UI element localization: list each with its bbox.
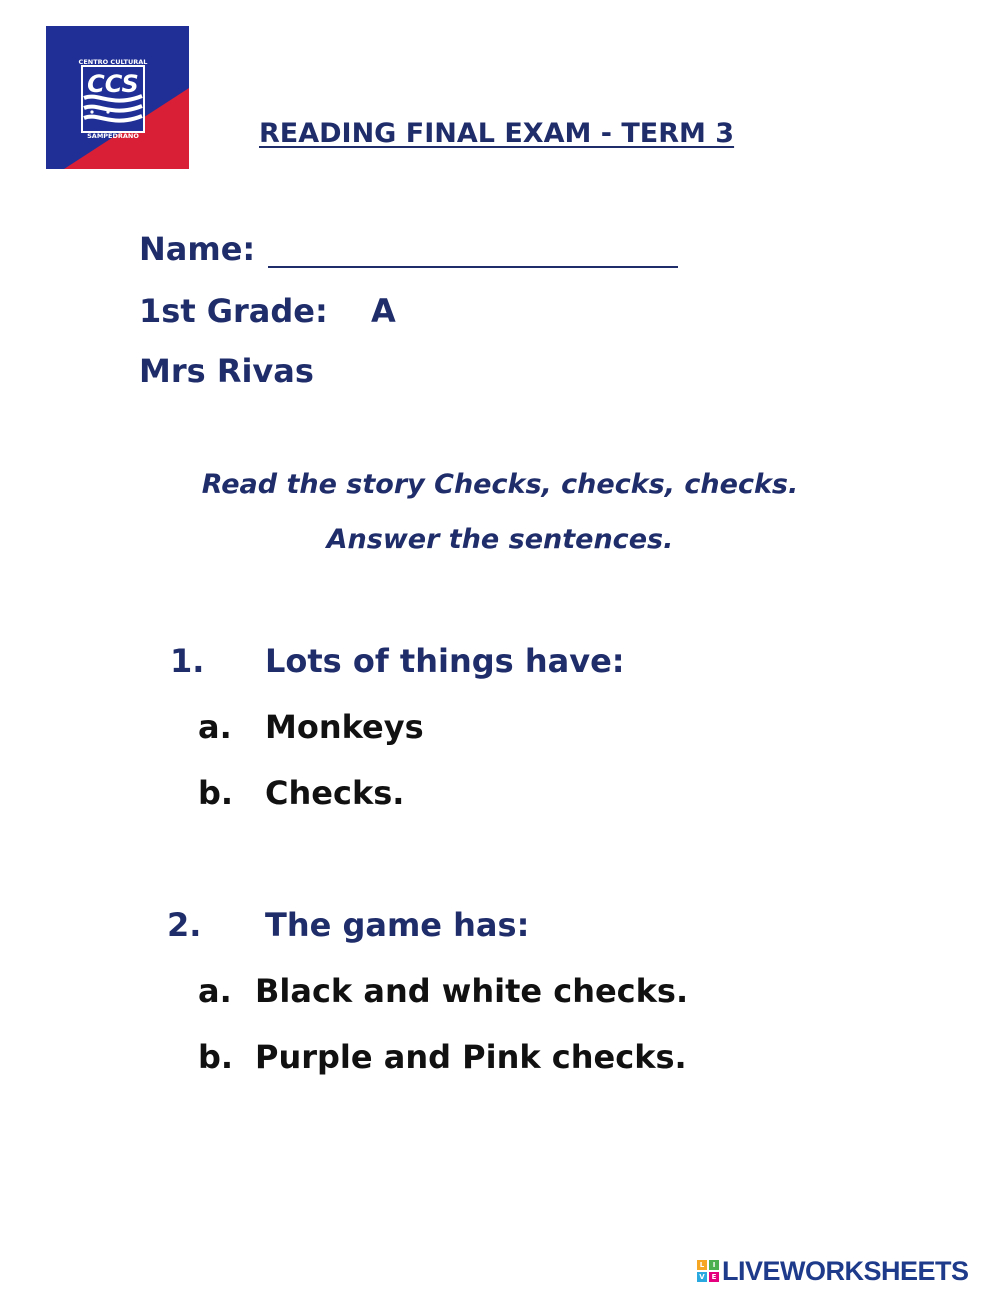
question-2-option-a-letter: a. — [198, 972, 232, 1010]
instruction-line-1: Read the story Checks, checks, checks. — [201, 469, 799, 500]
liveworksheets-watermark[interactable] — [697, 1256, 969, 1286]
question-2-option-b[interactable]: Purple and Pink checks. — [255, 1038, 687, 1076]
name-label: Name: — [139, 230, 256, 268]
question-1-option-b[interactable]: Checks. — [265, 774, 405, 812]
question-2-text: The game has: — [265, 906, 530, 944]
logo-square-e: E — [709, 1272, 719, 1282]
question-2-option-b-letter: b. — [198, 1038, 234, 1076]
question-2-option-a[interactable]: Black and white checks. — [255, 972, 689, 1010]
logo-top-text: CENTRO CULTURAL — [78, 58, 148, 66]
logo-square-i: I — [709, 1260, 719, 1270]
school-logo — [46, 26, 189, 169]
instruction-line-2: Answer the sentences. — [326, 524, 674, 555]
exam-title: READING FINAL EXAM - TERM 3 — [259, 118, 735, 149]
logo-initials: CCS — [87, 70, 139, 98]
grade-label: 1st Grade: — [139, 292, 328, 330]
grade-value: A — [371, 292, 396, 330]
logo-square-v: V — [697, 1272, 707, 1282]
question-1-number: 1. — [170, 642, 205, 680]
question-1-option-a-letter: a. — [198, 708, 232, 746]
question-1-text: Lots of things have: — [265, 642, 625, 680]
name-blank-line[interactable] — [268, 266, 678, 268]
teacher-name: Mrs Rivas — [139, 352, 314, 390]
liveworksheets-text: LIVEWORKSHEETS — [722, 1255, 969, 1286]
question-2-number: 2. — [167, 906, 202, 944]
liveworksheets-logo-icon — [697, 1260, 719, 1282]
logo-bottom-text: SAMPEDRANO — [87, 132, 139, 140]
question-1-option-b-letter: b. — [198, 774, 234, 812]
question-1-option-a[interactable]: Monkeys — [265, 708, 424, 746]
logo-square-l: L — [697, 1260, 707, 1270]
